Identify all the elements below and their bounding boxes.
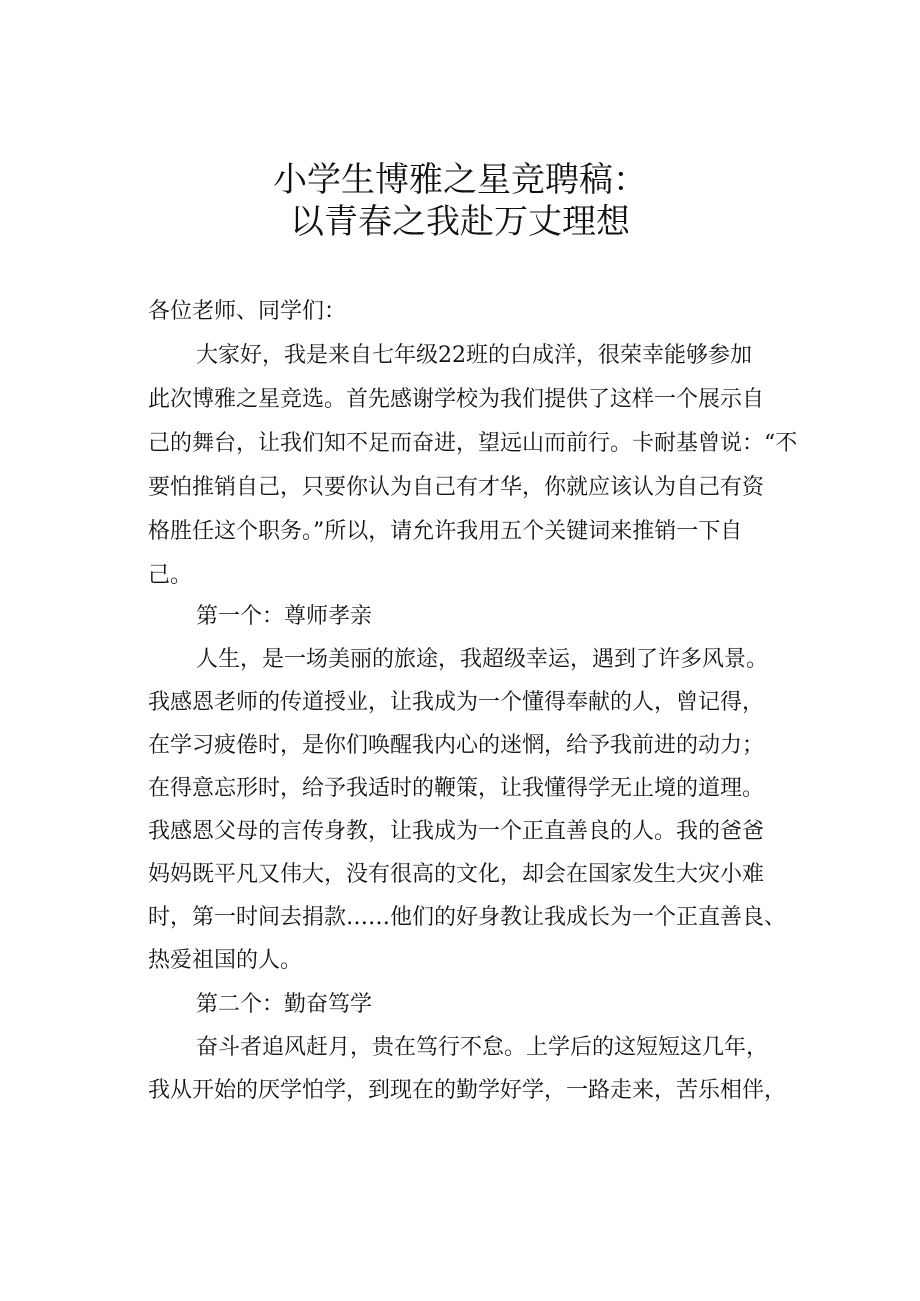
paragraph-line: 我感恩老师的传道授业，让我成为一个懂得奉献的人，曾记得， (148, 690, 765, 715)
paragraph-line: 在得意忘形时，给予我适时的鞭策，让我懂得学无止境的道理。 (148, 776, 765, 801)
paragraph-line: 时，第一时间去捐款……他们的好身教让我成长为一个正直善良、 (148, 905, 787, 930)
paragraph-line: 己的舞台，让我们知不足而奋进，望远山而前行。卡耐基曾说：“不 (148, 431, 798, 456)
paragraph-line: 我从开始的厌学怕学，到现在的勤学好学，一路走来，苦乐相伴， (148, 1078, 787, 1103)
salutation: 各位老师、同学们： (148, 299, 347, 324)
paragraph-line: 己。 (148, 563, 193, 588)
paragraph-line: 我感恩父母的言传身教，让我成为一个正直善良的人。我的爸爸 (148, 819, 765, 844)
paragraph-line: 格胜任这个职务。”所以，请允许我用五个关键词来推销一下自 (148, 519, 743, 544)
paragraph-line: 奋斗者追风赶月，贵在笃行不怠。上学后的这短短这几年， (196, 1035, 769, 1060)
paragraph-line: 此次博雅之星竞选。首先感谢学校为我们提供了这样一个展示自 (148, 387, 765, 412)
paragraph-line: 大家好，我是来自七年级22班的白成洋，很荣幸能够参加 (196, 343, 752, 368)
section-heading-1: 第一个：尊师孝亲 (196, 604, 373, 629)
paragraph-line: 在学习疲倦时，是你们唤醒我内心的迷惘，给予我前进的动力； (148, 733, 765, 758)
document-title-line-2: 以青春之我赴万丈理想 (290, 202, 630, 242)
paragraph-line: 要怕推销自己，只要你认为自己有才华，你就应该认为自己有资 (148, 475, 765, 500)
paragraph-line: 热爱祖国的人。 (148, 948, 303, 973)
paragraph-line: 人生，是一场美丽的旅途，我超级幸运，遇到了许多风景。 (196, 647, 769, 672)
document-title-line-1: 小学生博雅之星竞聘稿： (273, 160, 647, 200)
paragraph-line: 妈妈既平凡又伟大，没有很高的文化，却会在国家发生大灾小难 (148, 862, 765, 887)
section-heading-2: 第二个：勤奋笃学 (196, 992, 373, 1017)
